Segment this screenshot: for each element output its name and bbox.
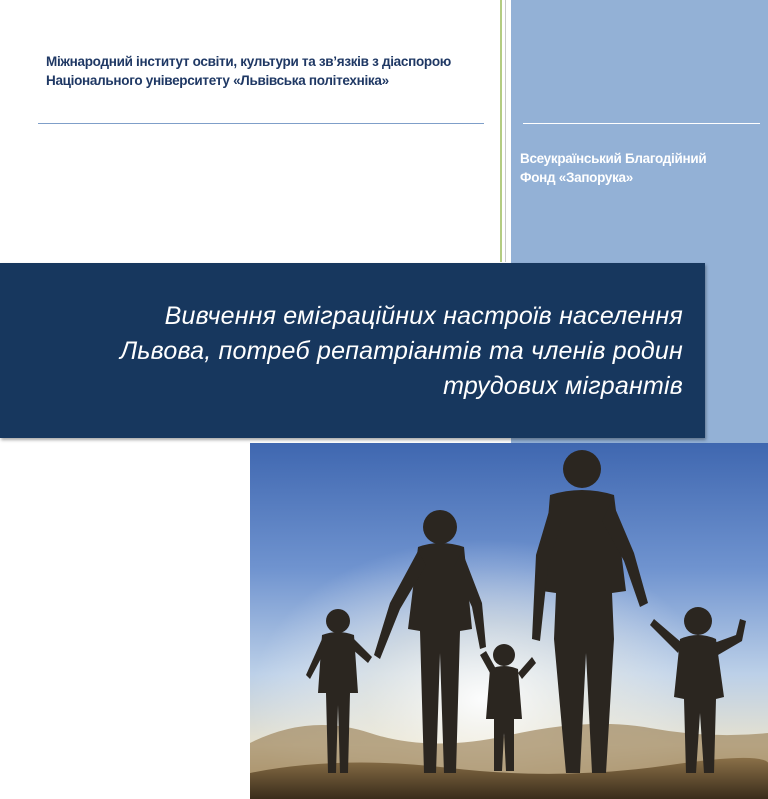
institute-name — [46, 52, 506, 90]
title-band — [0, 263, 705, 438]
institute-line-1: Міжнародний інститут освіти, культури та зв’язків з діаспорою — [46, 54, 452, 69]
vertical-accent-line — [500, 0, 502, 262]
family-photo-svg — [250, 443, 768, 799]
left-horizontal-rule — [38, 123, 484, 124]
family-silhouette-photo — [250, 443, 768, 799]
title-line-1: Вивчення еміграційних настроїв населення — [164, 302, 683, 330]
fund-line-2: Фонд «Запорука» — [520, 170, 633, 185]
right-horizontal-rule — [523, 123, 760, 124]
fund-name — [520, 149, 760, 187]
title-line-3: трудових мігрантів — [443, 372, 683, 400]
document-title — [3, 299, 683, 404]
fund-line-1: Всеукраїнський Благодійний — [520, 151, 707, 166]
institute-line-2: Національного університету «Львівська політехніка» — [46, 73, 389, 88]
title-line-2: Львова, потреб репатріантів та членів родин — [119, 337, 683, 365]
vertical-divider-line — [505, 0, 506, 262]
